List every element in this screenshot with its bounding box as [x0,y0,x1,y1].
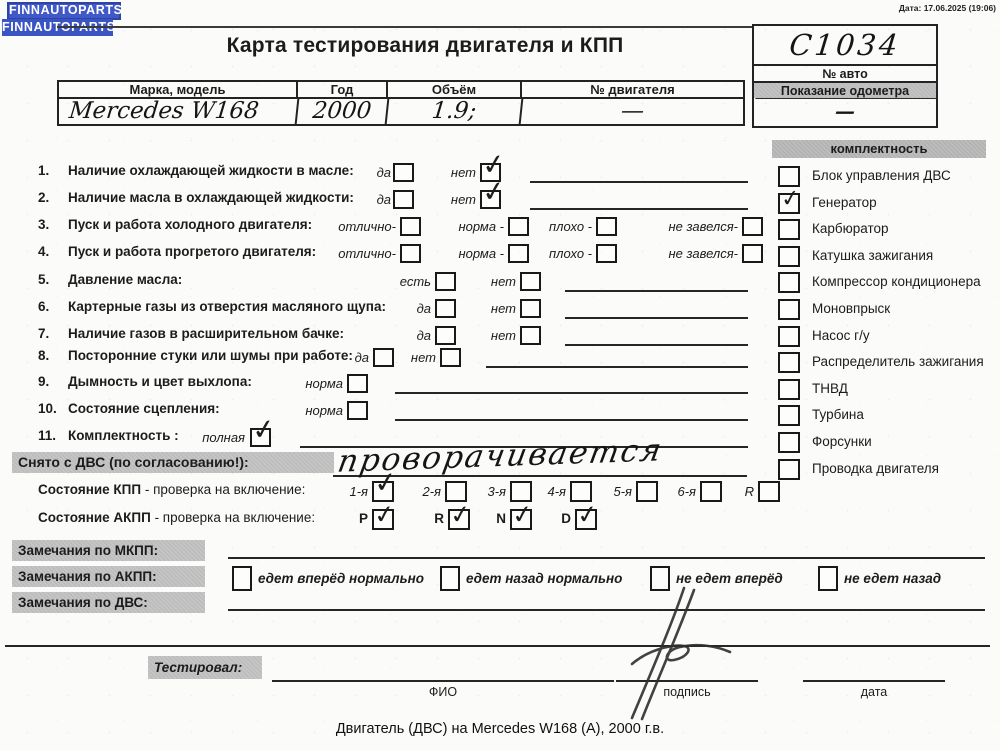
gear-label: 4-я [547,484,566,499]
item-number: 9. [38,374,50,389]
completeness-item [772,378,998,403]
item-number: 10. [38,401,57,416]
answer-line[interactable] [565,325,748,346]
answer-line[interactable] [486,347,748,368]
value-year: 2000 [297,99,390,124]
akpp-gear-checkbox[interactable] [575,509,597,530]
completeness-item [772,351,998,376]
odometer-value: — [753,98,938,126]
signature-scribble [588,586,748,721]
akpp-remarks-options [0,566,1000,593]
option-label: не завелся- [668,219,738,234]
akpp-option-checkbox[interactable] [818,566,838,591]
item-number: 3. [38,217,50,232]
option-checkbox[interactable] [480,190,501,209]
completeness-item [772,404,998,429]
option-checkbox[interactable] [440,348,461,367]
option-label: не завелся- [668,246,738,261]
answer-line[interactable] [530,162,748,183]
option-checkbox[interactable] [400,244,421,263]
completeness-label: ТНВД [812,381,848,396]
tester-date-caption: дата [860,685,888,699]
akpp-gear-label: N [496,511,506,526]
completeness-checkbox[interactable] [778,299,800,320]
gear-label: 5-я [613,484,632,499]
form-title: Карта тестирования двигателя и КПП [226,34,624,57]
akpp-option-checkbox[interactable] [440,566,460,591]
option-label: отлично- [338,219,396,234]
checklist-row-9 [38,373,778,399]
completeness-label: Моновпрыск [812,301,891,316]
completeness-checkbox[interactable] [778,352,800,373]
akpp-gear-label: P [358,511,368,526]
akpp-option-checkbox[interactable] [232,566,252,591]
answer-line[interactable] [395,373,748,394]
kpp-label: Состояние КПП [38,482,142,497]
gear-label: 2-я [422,484,441,499]
mkpp-remarks-line[interactable] [228,539,985,559]
option-label: да [354,350,369,365]
option-label: да [376,192,391,207]
completeness-item [772,165,998,190]
option-checkbox[interactable] [435,272,456,291]
akpp-label-rest: - проверка на включение: [150,510,316,525]
option-checkbox[interactable] [347,374,368,393]
gear-checkbox[interactable] [758,481,780,502]
option-label: норма - [458,219,504,234]
option-label: да [416,328,431,343]
akpp-label: Состояние АКПП [38,510,151,525]
completeness-item [772,218,998,243]
gear-label: 6-я [677,484,696,499]
answer-line[interactable] [565,298,748,319]
col-header-engine-no: № двигателя [522,82,743,99]
item-label: Комплектность : [68,428,179,443]
mkpp-remarks-label: Замечания по МКПП: [12,540,205,561]
answer-line[interactable] [530,189,748,210]
gear-checkbox[interactable] [636,481,658,502]
option-label: нет [490,301,516,316]
checklist-row-2 [38,189,778,215]
option-checkbox[interactable] [373,348,394,367]
completeness-label: Компрессор кондиционера [812,274,981,289]
finnautoparts-logo-top: FINNAUTOPARTS [7,2,121,20]
value-engine-no: — [619,98,646,124]
completeness-checkbox[interactable] [778,219,800,240]
akpp-gear-checkbox[interactable] [372,509,394,530]
item-label: Пуск и работа прогретого двигателя: [68,244,317,259]
option-label: да [416,301,431,316]
option-checkbox[interactable] [742,217,763,236]
item-number: 2. [38,190,50,205]
item-number: 4. [38,244,50,259]
item-number: 1. [38,163,50,178]
gear-label: 3-я [487,484,506,499]
option-label: нет [490,274,516,289]
option-label: полная [202,430,245,445]
dvs-remarks-label: Замечания по ДВС: [12,592,205,613]
akpp-option-label: едет назад нормально [466,571,623,586]
item-number: 6. [38,299,50,314]
value-volume: 1.9; [387,99,524,124]
akpp-gear-checkbox[interactable] [510,509,532,530]
option-checkbox[interactable] [508,244,529,263]
item-label: Посторонние стуки или шумы при работе: [68,348,353,363]
option-label: плохо - [549,219,592,234]
akpp-check-row [38,509,778,535]
completeness-header: комплектность [772,140,986,158]
col-header-year: Год [298,82,388,99]
kpp-check-row [38,481,828,507]
completeness-label: Карбюратор [812,221,889,236]
completeness-item [772,271,998,296]
finnautoparts-logo-bottom: FINNAUTOPARTS [2,20,116,34]
item-label: Наличие масла в охлаждающей жидкости: [68,190,354,205]
item-number: 7. [38,326,50,341]
option-checkbox[interactable] [250,428,271,447]
option-label: нет [410,350,436,365]
completeness-label: Проводка двигателя [812,461,939,476]
completeness-checkbox[interactable] [778,272,800,293]
option-label: норма [305,403,343,418]
option-checkbox[interactable] [347,401,368,420]
dvs-remarks-line-2[interactable] [5,627,990,647]
checklist-row-10 [38,400,778,426]
item-label: Наличие газов в расширительном бачке: [68,326,344,341]
completeness-label: Форсунки [812,434,872,449]
option-label: норма - [458,246,504,261]
option-checkbox[interactable] [520,326,541,345]
completeness-item [772,458,998,483]
akpp-option-label: едет вперёд нормально [258,571,424,586]
option-checkbox[interactable] [742,244,763,263]
completeness-checkbox[interactable] [778,326,800,347]
scan-date: Дата: 17.06.2025 (19:06) [898,3,996,13]
item-label: Давление масла: [68,272,183,287]
odometer-label: Показание одометра [754,81,936,98]
tester-name-caption: ФИО [428,685,458,699]
kpp-label-rest: - проверка на включение: [141,482,306,497]
completeness-checkbox[interactable] [778,379,800,400]
gear-label: R [744,484,754,499]
removed-from-engine-label: Снято с ДВС (по согласованию!): [12,452,334,473]
item-number: 8. [38,348,50,363]
item-label: Пуск и работа холодного двигателя: [68,217,313,232]
akpp-remarks-label: Замечания по АКПП: [12,566,205,587]
option-checkbox[interactable] [393,190,414,209]
item-number: 5. [38,272,50,287]
item-label: Картерные газы из отверстия масляного щупа: [68,299,386,314]
option-label: есть [399,274,431,289]
item-label: Дымность и цвет выхлопа: [68,374,252,389]
option-checkbox[interactable] [435,326,456,345]
item-label: Состояние сцепления: [68,401,220,416]
option-label: норма [305,376,343,391]
gear-checkbox[interactable] [700,481,722,502]
item-label: Наличие охлаждающей жидкости в масле: [68,163,354,178]
item-number: 11. [38,428,57,443]
removed-note-handwriting: проворачивается [334,432,667,480]
akpp-gear-label: R [434,511,444,526]
akpp-gear-label: D [561,511,571,526]
option-label: нет [450,192,476,207]
completeness-checkbox[interactable] [778,405,800,426]
answer-line[interactable] [395,400,748,421]
completeness-item [772,431,998,456]
checklist-row-1 [38,162,778,188]
completeness-label: Турбина [812,407,864,422]
option-label: да [376,165,391,180]
checklist-row-4 [38,243,778,269]
option-checkbox[interactable] [596,244,617,263]
completeness-checkbox[interactable] [778,166,800,187]
completeness-label: Катушка зажигания [812,248,934,263]
title-rule [57,26,752,28]
completeness-item [772,192,998,217]
akpp-option-label: не едет вперёд [676,571,783,586]
completeness-label: Насос г/у [812,328,870,343]
option-checkbox[interactable] [596,217,617,236]
completeness-checkbox[interactable] [778,246,800,267]
akpp-gear-checkbox[interactable] [448,509,470,530]
checklist-row-8 [38,347,778,373]
checklist-row-5 [38,271,778,297]
auto-info-box [752,24,938,128]
answer-line[interactable] [565,271,748,292]
completeness-label: Блок управления ДВС [812,168,951,183]
checklist-row-3 [38,216,778,242]
completeness-checkbox[interactable] [778,459,800,480]
completeness-checkbox[interactable] [778,432,800,453]
completeness-item [772,298,998,323]
option-checkbox[interactable] [520,272,541,291]
completeness-label: Распределитель зажигания [812,354,984,369]
akpp-option-label: не едет назад [844,571,942,586]
gear-label: 1-я [349,484,368,499]
option-checkbox[interactable] [435,299,456,318]
tester-name-line[interactable] [272,662,614,682]
completeness-item [772,325,998,350]
vehicle-table [57,80,745,126]
col-header-make: Марка, модель [59,82,298,99]
completeness-label: Генератор [812,195,877,210]
option-checkbox[interactable] [520,299,541,318]
auto-code-value: C1034 [787,28,903,62]
photo-caption: Двигатель (ДВС) на Mercedes W168 (А), 2000 г.в. [335,721,665,737]
checklist-row-6 [38,298,778,324]
option-label: нет [450,165,476,180]
completeness-checkbox[interactable] [778,193,800,214]
completeness-item [772,245,998,270]
col-header-volume: Объём [388,82,522,99]
option-checkbox[interactable] [508,217,529,236]
tester-label: Тестировал: [148,656,262,679]
auto-number-label: № авто [754,64,936,81]
option-checkbox[interactable] [393,163,414,182]
tester-date-line[interactable] [803,662,945,682]
option-label: плохо - [549,246,592,261]
option-label: отлично- [338,246,396,261]
option-label: нет [490,328,516,343]
value-make: Mercedes W168 [58,99,300,124]
tester-signature-caption: подпись [663,685,711,699]
option-checkbox[interactable] [400,217,421,236]
